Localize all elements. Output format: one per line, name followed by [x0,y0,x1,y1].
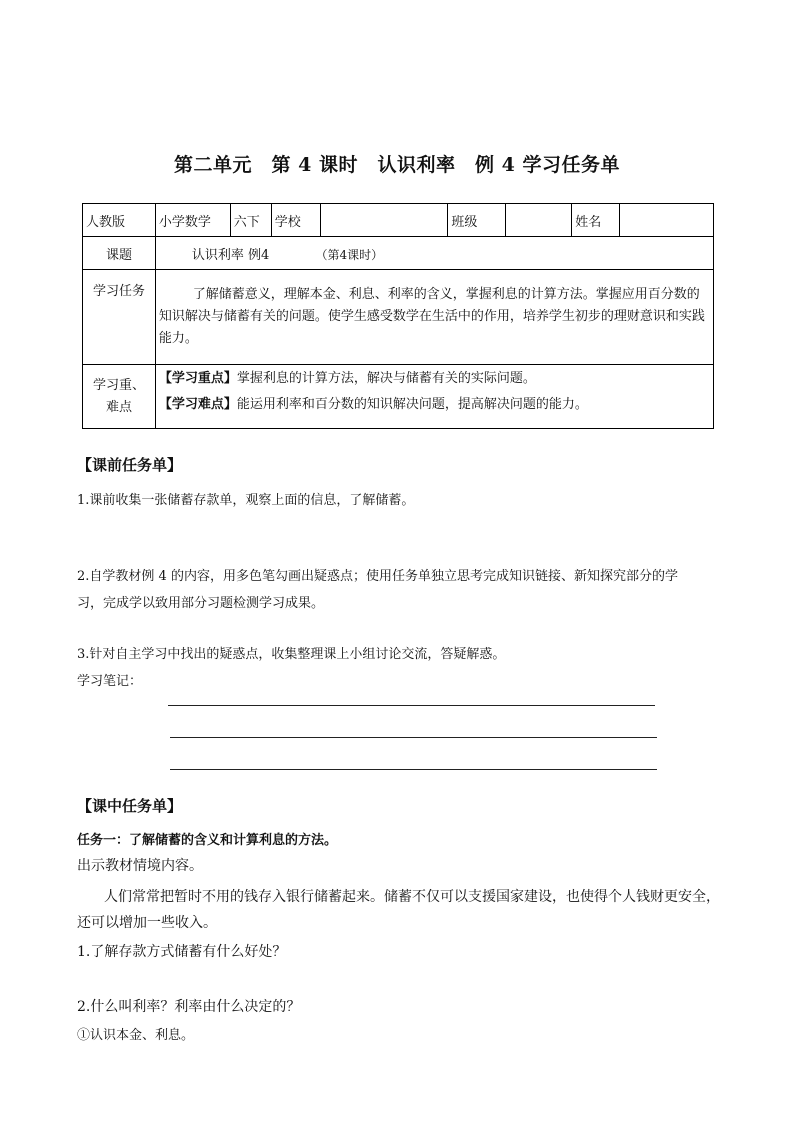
topic-period: （第4课时） [315,247,384,262]
in-class-heading: 【课中任务单】 [77,797,183,815]
table-row-task [83,270,714,365]
cell-edition: 人教版 [83,204,156,237]
key-tag: 【学习重点】 [158,371,237,386]
cell-school-label: 学校 [271,204,320,237]
note-line-2[interactable] [170,737,657,738]
note-line-3[interactable] [170,769,657,770]
table-row-focus [83,365,714,429]
topic-value: 认识利率 例4 [191,247,270,263]
topic-label: 课题 [83,237,156,270]
cell-subject: 小学数学 [155,204,230,237]
task1-title: 任务一：了解储蓄的含义和计算利息的方法。 [77,833,338,848]
key-point [159,366,710,392]
note-line-1[interactable] [168,705,655,706]
task-label: 学习任务 [83,270,156,365]
cell-grade: 六下 [230,204,271,237]
cell-name-label: 姓名 [572,204,620,237]
difficulty-tag: 【学习难点】 [158,397,237,412]
task-text: 了解储蓄意义，理解本金、利息、利率的含义，掌握利息的计算方法。掌握应用百分数的知识解决与储蓄有关的问题。使学生感受数学在生活中的作用，培养学生初步的理财意识和实践能力。 [158,287,705,346]
question-1: 1.了解存款方式储蓄有什么好处？ [77,944,287,960]
difficulty-point [159,392,710,418]
pre-item-1: 1.课前收集一张储蓄存款单，观察上面的信息，了解储蓄。 [77,493,415,508]
question-2-sub: ①认识本金、利息。 [77,1028,195,1043]
topic-cell [155,237,713,270]
focus-label [83,365,156,429]
show-context: 出示教材情境内容。 [77,858,203,874]
table-row-header [83,204,714,237]
pre-item-2a: 2.自学教材例 4 的内容，用多色笔勾画出疑惑点；使用任务单独立思考完成知识链接、新知探究部分的学 [77,569,678,584]
focus-cell [155,365,713,429]
focus-label-line1: 学习重、 [92,377,145,393]
notes-label: 学习笔记： [77,674,143,689]
task-cell [155,270,713,365]
context-para-b: 还可以增加一些收入。 [77,915,217,931]
key-text: 掌握利息的计算方法，解决与储蓄有关的实际问题。 [236,371,536,386]
focus-label-line2: 难点 [105,399,132,415]
pre-item-3: 3.针对自主学习中找出的疑惑点，收集整理课上小组讨论交流，答疑解惑。 [77,647,506,662]
context-para-a: 人们常常把暂时不用的钱存入银行储蓄起来。储蓄不仅可以支援国家建设，也使得个人钱财更安全， [104,889,720,905]
cell-class-value[interactable] [506,204,572,237]
cell-name-value[interactable] [620,204,714,237]
info-table [82,203,714,429]
pre-class-heading: 【课前任务单】 [77,456,183,474]
cell-school-value[interactable] [320,204,448,237]
difficulty-text: 能运用利率和百分数的知识解决问题，提高解决问题的能力。 [236,397,588,412]
question-2: 2.什么叫利率？利率由什么决定的？ [77,999,301,1015]
table-row-topic [83,237,714,270]
cell-class-label: 班级 [448,204,506,237]
pre-item-2b: 习，完成学以致用部分习题检测学习成果。 [77,596,325,611]
page-title: 第二单元 第 4 课时 认识利率 例 4 学习任务单 [174,154,620,176]
